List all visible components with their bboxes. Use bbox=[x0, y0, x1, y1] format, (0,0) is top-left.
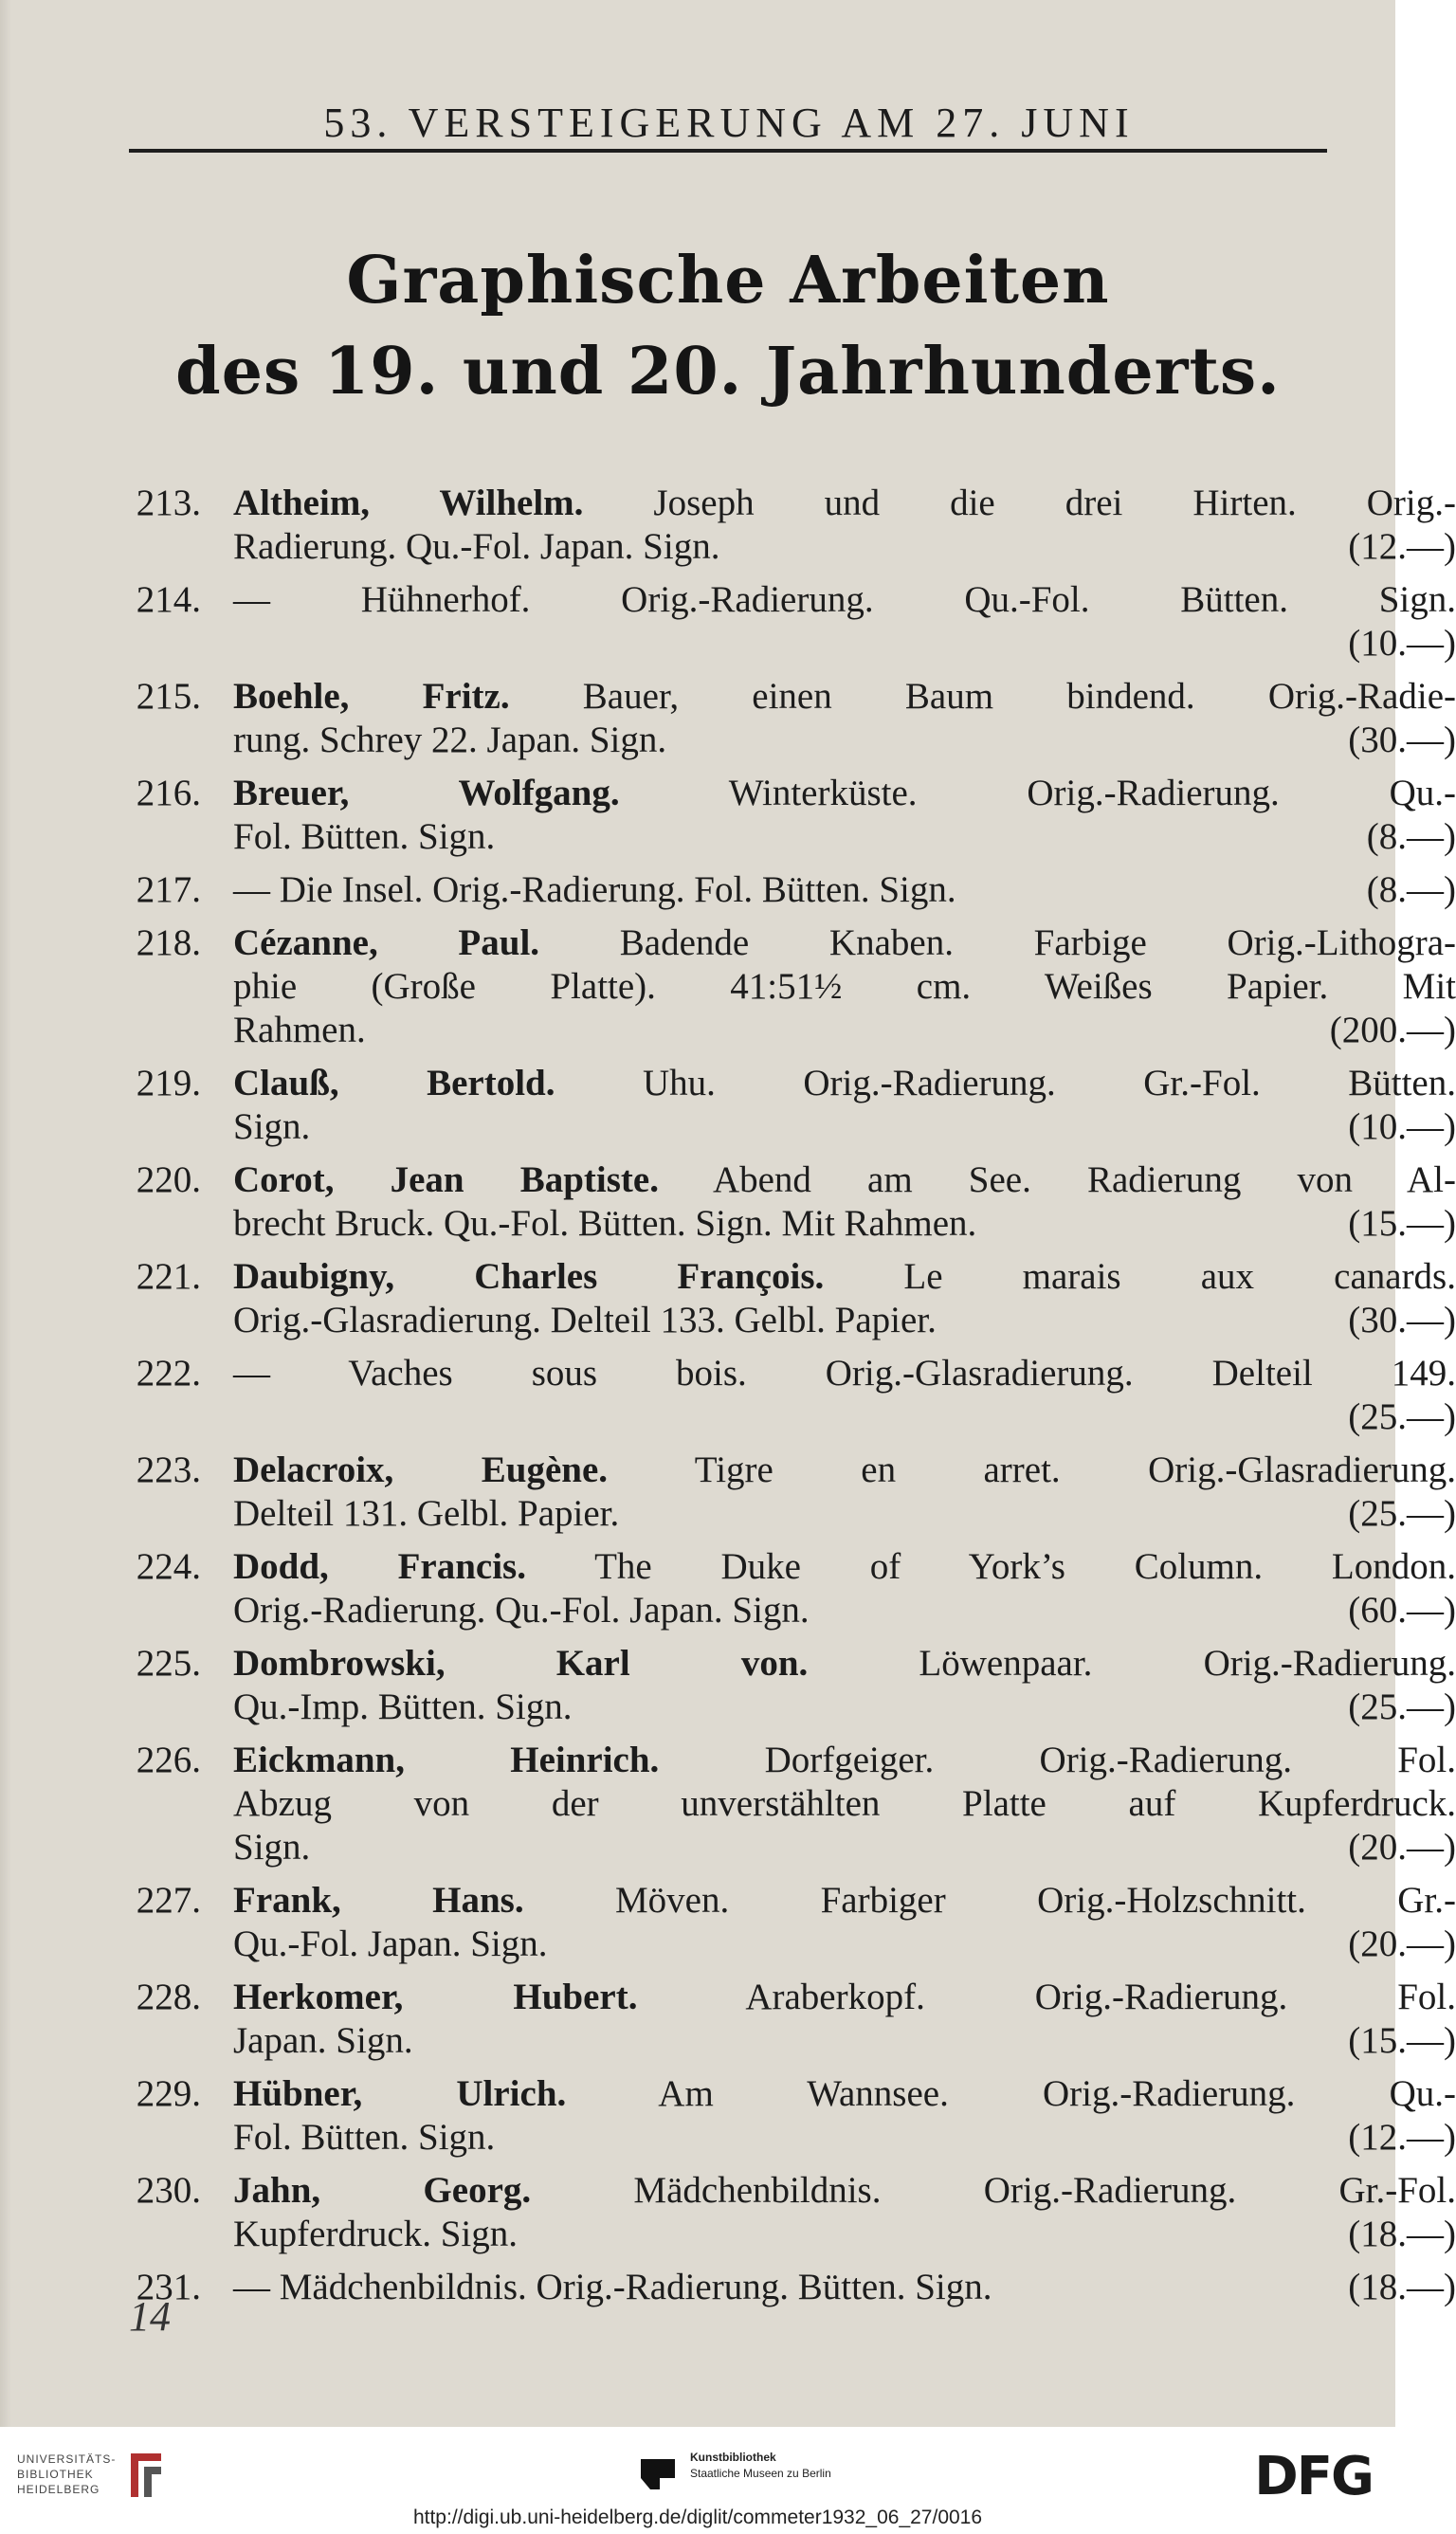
entry-description: Orig.-Radierung. Qu.-Fol. Japan. Sign. bbox=[233, 1590, 810, 1631]
entry-description: Abzug von der unverstählten Platte auf Kupferdruck. bbox=[233, 1783, 1456, 1824]
entry-line bbox=[233, 482, 1456, 525]
entry-line bbox=[233, 1976, 1456, 2019]
estimate-price: (18.—) bbox=[1348, 2214, 1456, 2254]
entry-line bbox=[233, 1879, 1456, 1923]
entry-description: Japan. Sign. bbox=[233, 2020, 413, 2061]
entry-line bbox=[233, 1299, 1456, 1342]
estimate-price: (8.—) bbox=[1366, 869, 1456, 910]
entry-line bbox=[233, 1923, 1456, 1966]
entry-description: Tigre en arret. Orig.-Glasradierung. bbox=[608, 1449, 1456, 1490]
entry-text bbox=[233, 1545, 1456, 1632]
entry-line bbox=[233, 1642, 1456, 1686]
entry-line bbox=[233, 1158, 1456, 1202]
entry-line bbox=[233, 965, 1456, 1009]
lot-number: 218. bbox=[136, 922, 201, 963]
entry-text bbox=[233, 1255, 1456, 1342]
page-number: 14 bbox=[129, 2293, 171, 2340]
estimate-price: (200.—) bbox=[1329, 1010, 1456, 1050]
artist-name: Clauß, Bertold. bbox=[233, 1063, 555, 1103]
entry-description: Löwenpaar. Orig.-Radierung. bbox=[808, 1643, 1456, 1684]
entry-line bbox=[233, 1492, 1456, 1536]
ub-line: HEIDELBERG bbox=[17, 2483, 100, 2496]
artist-name: Eickmann, Heinrich. bbox=[233, 1740, 660, 1780]
artist-name: Altheim, Wilhelm. bbox=[233, 483, 584, 523]
footer-bar bbox=[0, 2427, 1395, 2534]
entry-line bbox=[233, 719, 1456, 762]
entry-description: Fol. Bütten. Sign. bbox=[233, 2117, 496, 2158]
lot-number: 229. bbox=[136, 2073, 201, 2114]
entry-line bbox=[233, 2266, 1456, 2309]
entry-line bbox=[233, 1449, 1456, 1492]
estimate-price: (20.—) bbox=[1348, 1827, 1456, 1868]
estimate-price: (12.—) bbox=[1348, 526, 1456, 567]
entry-line bbox=[233, 578, 1456, 622]
lot-number: 230. bbox=[136, 2170, 201, 2211]
artist-name: Jahn, Georg. bbox=[233, 2170, 532, 2211]
entry-line bbox=[233, 2169, 1456, 2213]
estimate-price: (30.—) bbox=[1348, 720, 1456, 760]
title-line-1: Graphische Arbeiten bbox=[346, 243, 1110, 319]
kb-line-2: Staatliche Museen zu Berlin bbox=[690, 2467, 831, 2480]
entry-line bbox=[233, 868, 1456, 912]
entry-line bbox=[233, 2116, 1456, 2160]
entry-line bbox=[233, 1105, 1456, 1149]
artist-name: Frank, Hans. bbox=[233, 1880, 524, 1921]
entry-description: Qu.-Fol. Japan. Sign. bbox=[233, 1923, 548, 1964]
entry-description: Badende Knaben. Farbige Orig.-Lithogra- bbox=[539, 922, 1456, 963]
estimate-price: (60.—) bbox=[1348, 1590, 1456, 1631]
entry-text bbox=[233, 1739, 1456, 1869]
entry-line bbox=[233, 1589, 1456, 1632]
lot-number: 220. bbox=[136, 1159, 201, 1200]
entry-line bbox=[233, 1739, 1456, 1782]
entry-description: — Mädchenbildnis. Orig.-Radierung. Bütten. Sign. bbox=[233, 2267, 992, 2307]
lot-number: 226. bbox=[136, 1740, 201, 1780]
lot-number: 219. bbox=[136, 1063, 201, 1103]
lot-number: 225. bbox=[136, 1643, 201, 1684]
entry-line bbox=[233, 1202, 1456, 1246]
ub-line: BIBLIOTHEK bbox=[17, 2468, 94, 2481]
lot-number: 217. bbox=[136, 869, 201, 910]
estimate-price: (8.—) bbox=[1366, 816, 1456, 857]
entry-line bbox=[233, 1352, 1456, 1395]
artist-name: Breuer, Wolfgang. bbox=[233, 773, 620, 813]
estimate-price: (12.—) bbox=[1348, 2117, 1456, 2158]
entry-line bbox=[233, 815, 1456, 859]
lot-number: 215. bbox=[136, 676, 201, 717]
entry-text bbox=[233, 578, 1456, 664]
estimate-price: (15.—) bbox=[1348, 1203, 1456, 1244]
entry-description: — Vaches sous bois. Orig.-Glasradierung. Delteil 149. bbox=[233, 1353, 1456, 1394]
artist-name: Dodd, Francis. bbox=[233, 1546, 526, 1587]
entry-description: Le marais aux canards. bbox=[824, 1256, 1456, 1297]
estimate-price: (20.—) bbox=[1348, 1923, 1456, 1964]
entry-text bbox=[233, 1062, 1456, 1149]
entry-text bbox=[233, 1879, 1456, 1966]
entry-text bbox=[233, 1976, 1456, 2063]
entry-description: Araberkopf. Orig.-Radierung. Fol. bbox=[637, 1977, 1456, 2017]
entry-line bbox=[233, 772, 1456, 815]
entry-line bbox=[233, 1686, 1456, 1729]
entry-description: Joseph und die drei Hirten. Orig.- bbox=[583, 483, 1456, 523]
entry-line bbox=[233, 2213, 1456, 2256]
entry-text bbox=[233, 2266, 1456, 2309]
entry-text bbox=[233, 1352, 1456, 1437]
estimate-price: (10.—) bbox=[1348, 623, 1456, 664]
entry-line bbox=[233, 1545, 1456, 1589]
entry-line bbox=[233, 1255, 1456, 1299]
lot-number: 227. bbox=[136, 1880, 201, 1921]
entry-description: Winterküste. Orig.-Radierung. Qu.- bbox=[619, 773, 1456, 813]
lot-number: 222. bbox=[136, 1353, 201, 1394]
entry-description: Abend am See. Radierung von Al- bbox=[658, 1159, 1456, 1200]
artist-name: Delacroix, Eugène. bbox=[233, 1449, 609, 1490]
entry-description: Sign. bbox=[233, 1827, 311, 1868]
entry-description: phie (Große Platte). 41:51½ cm. Weißes Papier. Mit bbox=[233, 966, 1456, 1007]
entry-description: Kupferdruck. Sign. bbox=[233, 2214, 519, 2254]
entry-description: rung. Schrey 22. Japan. Sign. bbox=[233, 720, 667, 760]
artist-name: Cézanne, Paul. bbox=[233, 922, 540, 963]
entry-line bbox=[233, 1782, 1456, 1826]
entry-text bbox=[233, 2169, 1456, 2256]
estimate-price: (25.—) bbox=[1348, 1686, 1456, 1727]
lot-number: 221. bbox=[136, 1256, 201, 1297]
artist-name: Boehle, Fritz. bbox=[233, 676, 510, 717]
entry-description: Qu.-Imp. Bütten. Sign. bbox=[233, 1686, 573, 1727]
kunstbibliothek-label bbox=[690, 2450, 831, 2482]
artist-name: Hübner, Ulrich. bbox=[233, 2073, 567, 2114]
lot-number: 214. bbox=[136, 579, 201, 620]
estimate-price: (25.—) bbox=[1348, 1396, 1456, 1437]
entry-text bbox=[233, 1158, 1456, 1246]
entry-description: brecht Bruck. Qu.-Fol. Bütten. Sign. Mit Rahmen. bbox=[233, 1203, 977, 1244]
entry-description: Fol. Bütten. Sign. bbox=[233, 816, 496, 857]
estimate-price: (10.—) bbox=[1348, 1106, 1456, 1147]
ub-line: UNIVERSITÄTS- bbox=[17, 2452, 117, 2466]
entry-description: Mädchenbildnis. Orig.-Radierung. Gr.-Fol. bbox=[531, 2170, 1456, 2211]
entry-text bbox=[233, 675, 1456, 762]
entry-description: — Die Insel. Orig.-Radierung. Fol. Bütten. Sign. bbox=[233, 869, 956, 910]
entry-description: Am Wannsee. Orig.-Radierung. Qu.- bbox=[566, 2073, 1456, 2114]
entry-description: Orig.-Glasradierung. Delteil 133. Gelbl. Papier. bbox=[233, 1300, 937, 1340]
ub-heidelberg-logo-icon bbox=[123, 2448, 169, 2503]
entry-line bbox=[233, 2072, 1456, 2116]
lot-number: 228. bbox=[136, 1977, 201, 2017]
entry-description: — Hühnerhof. Orig.-Radierung. Qu.-Fol. Bütten. Sign. bbox=[233, 579, 1456, 620]
entry-text bbox=[233, 482, 1456, 569]
artist-name: Dombrowski, Karl von. bbox=[233, 1643, 809, 1684]
ub-heidelberg-label bbox=[17, 2452, 116, 2497]
entry-line bbox=[233, 1009, 1456, 1052]
artist-name: Herkomer, Hubert. bbox=[233, 1977, 638, 2017]
lot-number: 216. bbox=[136, 773, 201, 813]
entry-line bbox=[233, 1062, 1456, 1105]
entry-description: Dorfgeiger. Orig.-Radierung. Fol. bbox=[659, 1740, 1456, 1780]
entry-line bbox=[233, 2019, 1456, 2063]
lot-number: 223. bbox=[136, 1449, 201, 1490]
entry-line bbox=[233, 525, 1456, 569]
estimate-price: (30.—) bbox=[1348, 1300, 1456, 1340]
entry-text bbox=[233, 921, 1456, 1052]
lot-number: 224. bbox=[136, 1546, 201, 1587]
entry-description: Uhu. Orig.-Radierung. Gr.-Fol. Bütten. bbox=[555, 1063, 1456, 1103]
entry-description: Rahmen. bbox=[233, 1010, 366, 1050]
kunstbibliothek-logo-icon bbox=[637, 2455, 682, 2493]
entry-text bbox=[233, 2072, 1456, 2160]
entry-text bbox=[233, 868, 1456, 912]
entry-description: Möven. Farbiger Orig.-Holzschnitt. Gr.- bbox=[523, 1880, 1456, 1921]
entry-text bbox=[233, 772, 1456, 859]
estimate-price: (25.—) bbox=[1348, 1493, 1456, 1534]
artist-name: Daubigny, Charles François. bbox=[233, 1256, 825, 1297]
entry-description: The Duke of York’s Column. London. bbox=[526, 1546, 1456, 1587]
entry-description: Bauer, einen Baum bindend. Orig.-Radie- bbox=[509, 676, 1456, 717]
source-url-link[interactable]: http://digi.ub.uni-heidelberg.de/diglit/commeter1932_06_27/0016 bbox=[412, 2507, 983, 2528]
entry-text bbox=[233, 1642, 1456, 1729]
entry-description: Delteil 131. Gelbl. Papier. bbox=[233, 1493, 620, 1534]
entry-text bbox=[233, 1449, 1456, 1536]
entry-description: Radierung. Qu.-Fol. Japan. Sign. bbox=[233, 526, 720, 567]
entry-line bbox=[233, 921, 1456, 965]
entry-description: Sign. bbox=[233, 1106, 311, 1147]
dfg-logo: DFG bbox=[1254, 2446, 1373, 2507]
entry-line bbox=[233, 1826, 1456, 1869]
estimate-price: (15.—) bbox=[1348, 2020, 1456, 2061]
estimate-price: (18.—) bbox=[1348, 2267, 1456, 2307]
kb-line-1: Kunstbibliothek bbox=[690, 2451, 776, 2464]
artist-name: Corot, Jean Baptiste. bbox=[233, 1159, 659, 1200]
entry-line bbox=[233, 675, 1456, 719]
title-line-2: des 19. und 20. Jahrhunderts. bbox=[175, 334, 1281, 410]
lot-number: 231. bbox=[136, 2267, 201, 2307]
lot-number: 213. bbox=[136, 483, 201, 523]
running-head: 53. VERSTEIGERUNG AM 27. JUNI bbox=[323, 100, 1135, 146]
